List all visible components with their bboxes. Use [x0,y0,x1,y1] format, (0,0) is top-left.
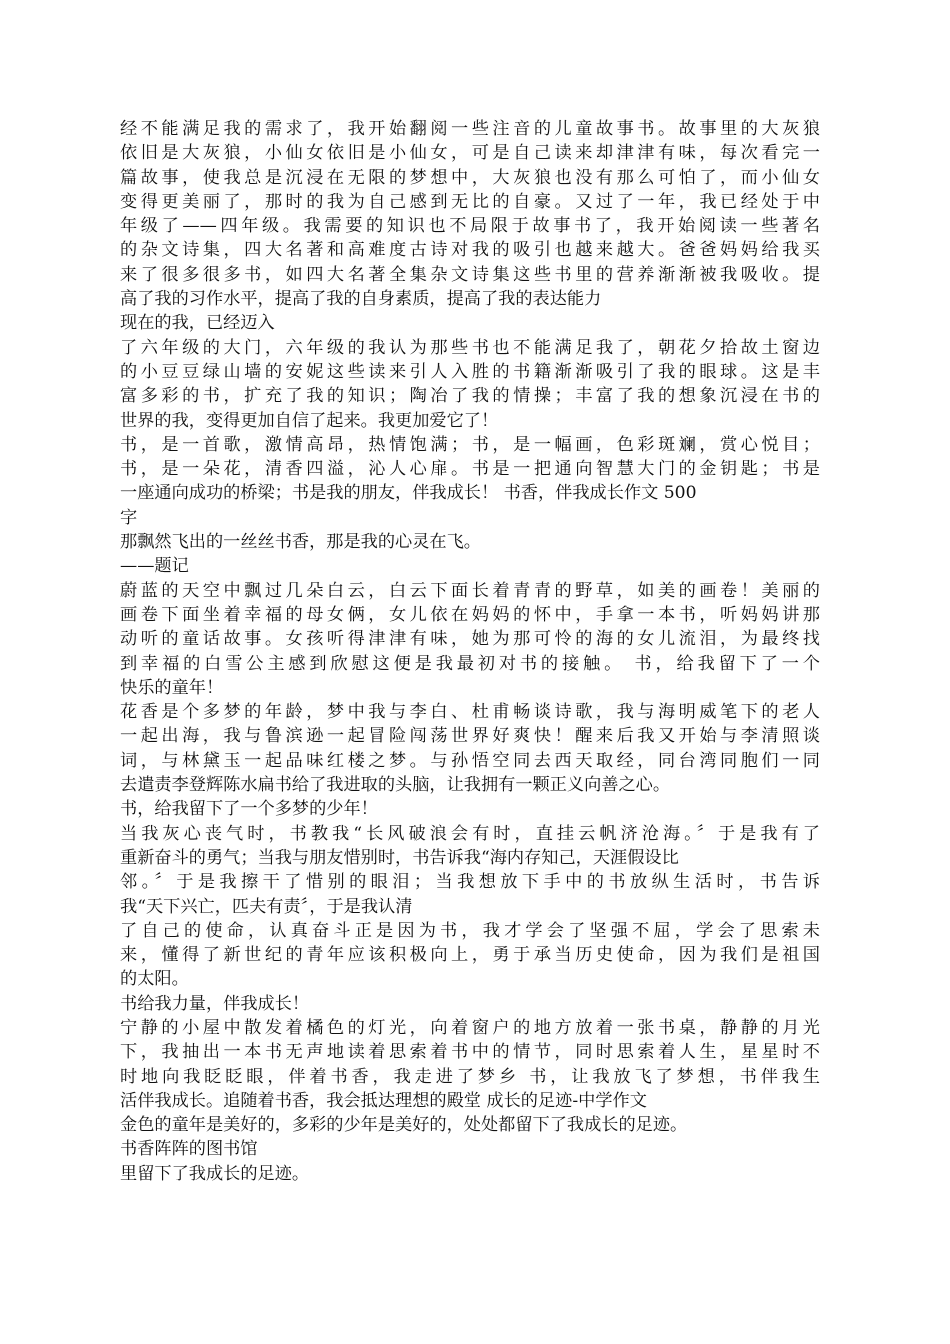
text-line: 世界的我，变得更加自信了起来。我更加爱它了！ [120,410,499,431]
text-line: 重新奋斗的勇气；当我与朋友惜别时，书告诉我“海内存知己，天涯假设比 [120,847,679,868]
text-line: 一座通向成功的桥梁；书是我的朋友，伴我成长！ 书香，伴我成长作文 500 [120,483,697,504]
text-line: 现在的我，已经迈入 [120,313,275,334]
text-line: 邻。〞于是我擦干了惜别的眼泪；当我想放下手中的书放纵生活时，书告诉 [120,872,820,893]
text-line: 依旧是大灰狼，小仙女依旧是小仙女，可是自己读来却津津有味，每次看完一 [120,143,820,164]
text-line: 一起出海，我与鲁滨逊一起冒险闯荡世界好爽快！醒来后我又开始与李清照谈 [120,726,820,747]
text-line: 的太阳。 [120,969,189,990]
text-line: 经不能满足我的需求了，我开始翻阅一些注音的儿童故事书。故事里的大灰狼 [120,119,820,139]
text-line: 篇故事，使我总是沉浸在无限的梦想中，大灰狼也没有那么可怕了，而小仙女 [120,167,820,188]
text-line: 来了很多很多书，如四大名著全集杂文诗集这些书里的营养渐渐被我吸收。提 [120,264,820,285]
text-line: 我“天下兴亡，匹夫有责〞，于是我认清 [120,896,413,917]
text-line: 书，给我留下了一个多梦的少年！ [120,799,378,820]
text-line: 当我灰心丧气时，书教我“长风破浪会有时，直挂云帆济沧海。〞于是我有了 [120,823,820,844]
text-line: 书给我力量，伴我成长！ [120,993,310,1014]
text-line: 动听的童话故事。女孩听得津津有味，她为那可怜的海的女儿流泪，为最终找 [120,629,820,650]
text-line: 的杂文诗集，四大名著和高难度古诗对我的吸引也越来越大。爸爸妈妈给我买 [120,240,820,261]
text-line: 字 [120,507,138,528]
text-line: 里留下了我成长的足迹。 [120,1163,310,1184]
text-line: 书，是一朵花，清香四溢，沁人心扉。书是一把通向智慧大门的金钥匙；书是 [120,459,820,480]
text-line: 了六年级的大门，六年级的我认为那些书也不能满足我了，朝花夕拾故土窗边 [120,337,820,358]
text-line: ——题记 [120,556,189,577]
text-line: 宁静的小屋中散发着橘色的灯光，向着窗户的地方放着一张书桌，静静的月光 [120,1017,820,1038]
text-line: 时地向我眨眨眼，伴着书香，我走进了梦乡 书，让我放飞了梦想，书伴我生 [120,1066,820,1087]
text-line: 书，是一首歌，激情高昂，热情饱满；书，是一幅画，色彩斑斓，赏心悦目； [120,434,820,455]
text-line: 高了我的习作水平，提高了我的自身素质，提高了我的表达能力 [120,289,602,310]
essay-text [120,117,820,1186]
text-line: 下，我抽出一本书无声地读着思索着书中的情节，同时思索着人生，星星时不 [120,1042,820,1063]
text-line: 那飘然飞出的一丝丝书香，那是我的心灵在飞。 [120,532,481,553]
text-line: 去遣责李登辉陈水扁书给了我进取的头脑，让我拥有一颗正义向善之心。 [120,775,671,796]
text-line: 金色的童年是美好的，多彩的少年是美好的，处处都留下了我成长的足迹。 [120,1115,688,1136]
text-line: 书香阵阵的图书馆 [120,1139,258,1160]
text-line: 活伴我成长。追随着书香，我会抵达理想的殿堂 成长的足迹-中学作文 [120,1090,647,1111]
text-line: 变得更美丽了，那时的我为自己感到无比的自豪。又过了一年，我已经处于中 [120,191,820,212]
text-line: 到幸福的白雪公主感到欣慰这便是我最初对书的接触。 书，给我留下了一个 [120,653,820,674]
text-line: 花香是个多梦的年龄，梦中我与李白、杜甫畅谈诗歌，我与海明威笔下的老人 [120,702,820,723]
text-line: 年级了——四年级。我需要的知识也不局限于故事书了，我开始阅读一些著名 [120,216,820,237]
text-line: 富多彩的书，扩充了我的知识；陶冶了我的情操；丰富了我的想象沉浸在书的 [120,386,820,407]
text-line: 了自己的使命，认真奋斗正是因为书，我才学会了坚强不屈，学会了思索未 [120,920,820,941]
text-line: 词，与林黛玉一起品味红楼之梦。与孙悟空同去西天取经，同台湾同胞们一同 [120,750,820,771]
text-line: 来，懂得了新世纪的青年应该积极向上，勇于承当历史使命，因为我们是祖国 [120,945,820,966]
text-line: 蔚蓝的天空中飘过几朵白云，白云下面长着青青的野草，如美的画卷！美丽的 [120,580,820,601]
text-line: 画卷下面坐着幸福的母女俩，女儿依在妈妈的怀中，手拿一本书，听妈妈讲那 [120,604,820,625]
text-line: 的小豆豆绿山墙的安妮这些读来引人入胜的书籍渐渐吸引了我的眼球。这是丰 [120,361,820,382]
text-line: 快乐的童年！ [120,677,224,698]
